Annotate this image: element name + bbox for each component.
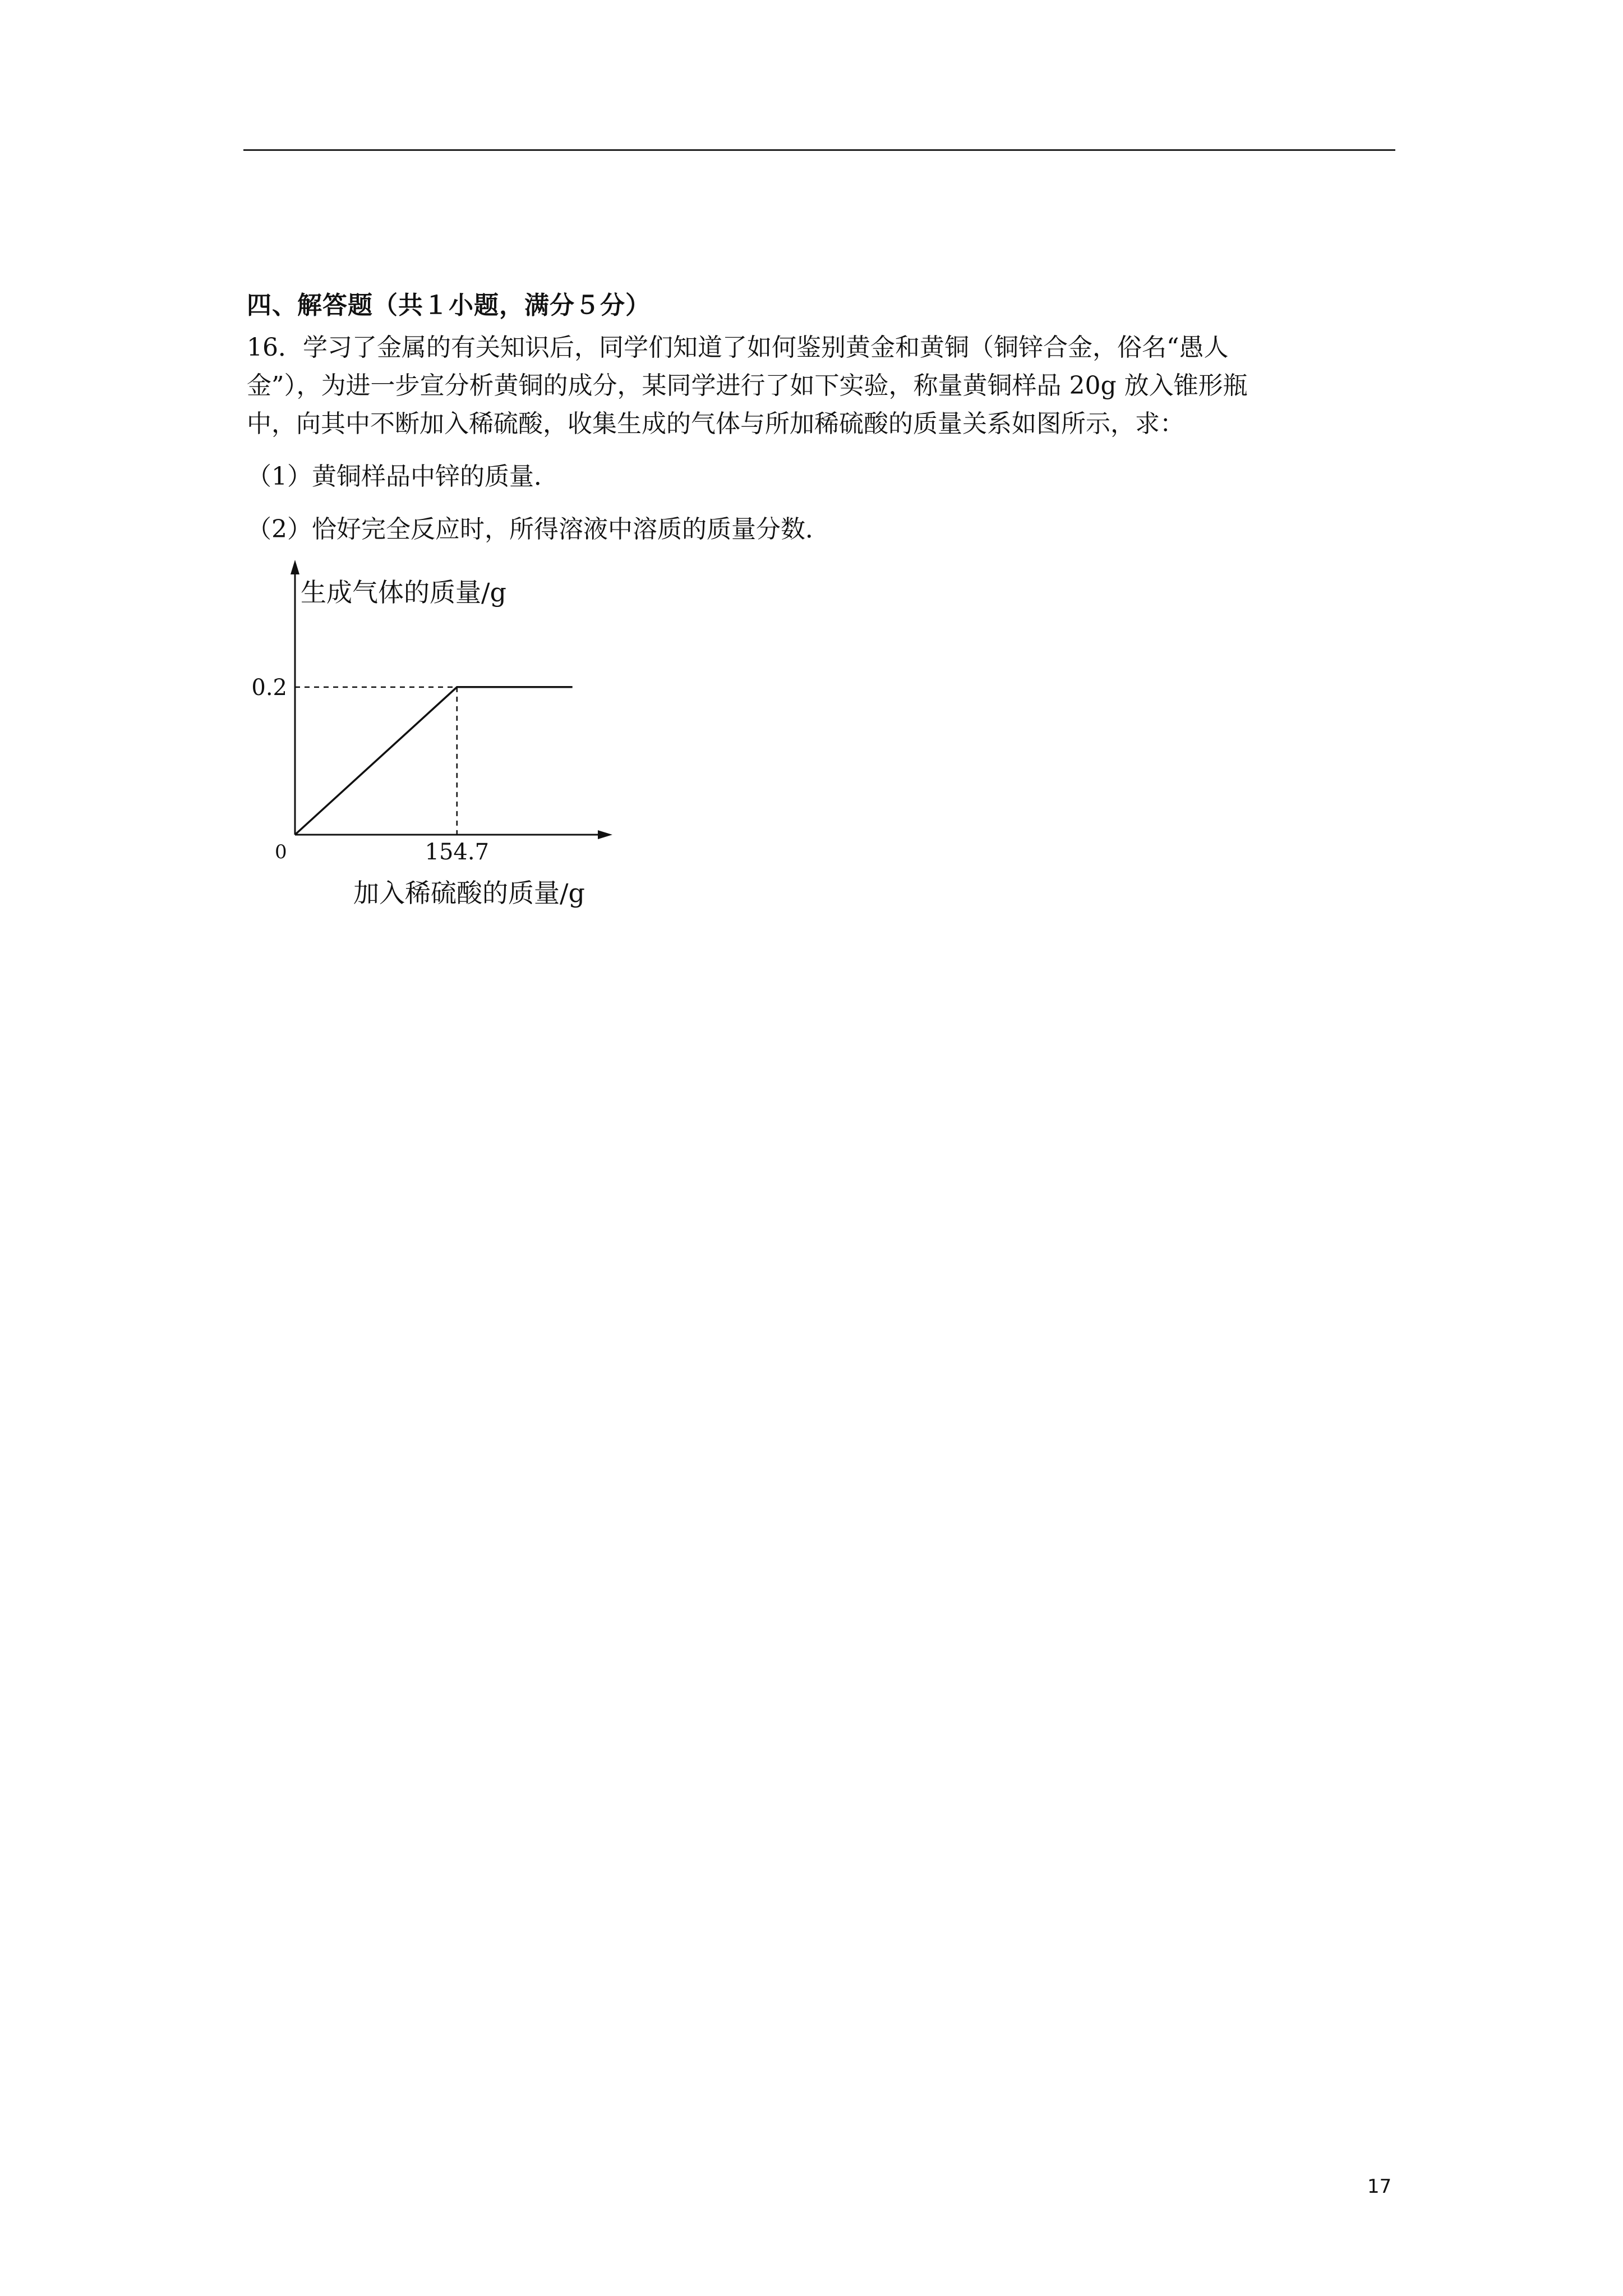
header-rule <box>243 149 1395 151</box>
section-heading: 四、解答题（共１小题，满分５分） <box>247 291 651 320</box>
y-tick-label: 0.2 <box>251 674 287 701</box>
problem-16 <box>247 329 1393 549</box>
x-axis-label: 加入稀硫酸的质量/g <box>353 878 585 908</box>
x-axis-arrow <box>598 830 612 839</box>
question-1: （1）黄铜样品中锌的质量． <box>247 462 559 491</box>
gas-mass-chart <box>247 555 617 920</box>
y-axis-label: 生成气体的质量/g <box>301 577 506 608</box>
origin-label: 0 <box>275 841 287 863</box>
series-line <box>295 687 573 835</box>
chart-svg <box>247 555 617 920</box>
y-axis-arrow <box>291 560 299 574</box>
page-number: 17 <box>1367 2175 1392 2198</box>
problem-text-line-2: 金”），为进一步宣分析黄铜的成分，某同学进行了如下实验，称量黄铜样品 20g 放入锥形瓶 <box>247 371 1248 400</box>
problem-text-line-1: 16．学习了金属的有关知识后，同学们知道了如何鉴别黄金和黄铜（铜锌合金，俗名“愚人 <box>247 333 1229 362</box>
x-tick-label: 154.7 <box>425 839 490 865</box>
problem-text-line-3: 中，向其中不断加入稀硫酸，收集生成的气体与所加稀硫酸的质量关系如图所示，求： <box>247 409 1184 438</box>
question-2: （2）恰好完全反应时，所得溶液中溶质的质量分数． <box>247 515 830 544</box>
